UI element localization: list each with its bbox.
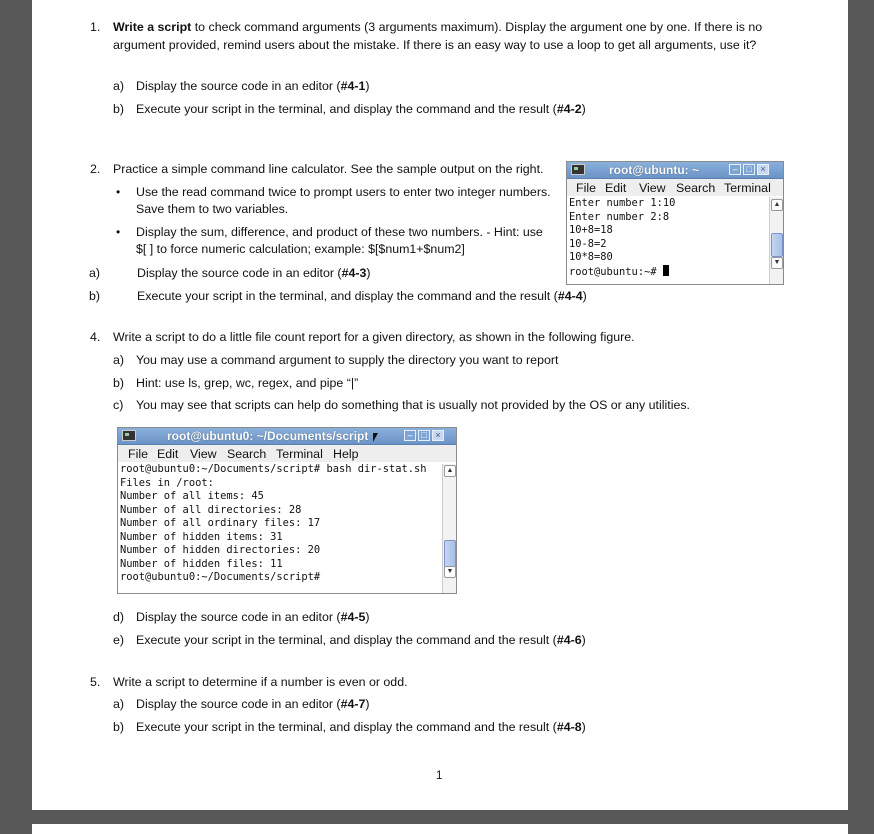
menu-search[interactable]: Search: [676, 181, 716, 195]
q4-item-a: a): [113, 353, 125, 367]
scroll-thumb[interactable]: [771, 233, 783, 257]
terminal-line: Number of hidden files: 11: [120, 557, 283, 570]
terminal-window-dir-stat: [117, 427, 457, 594]
terminal-menu-bar: [118, 445, 456, 462]
q4-item-b: b): [113, 376, 125, 390]
q4-item-e-text: Execute your script in the terminal, and display the command and the result (#4-6): [136, 633, 586, 647]
q2-text: Practice a simple command line calculator. See the sample output on the right.: [113, 162, 544, 176]
terminal-prompt-line: root@ubuntu:~#: [569, 265, 675, 280]
terminal-line: Enter number 1:10: [569, 197, 676, 209]
minimize-icon[interactable]: –: [404, 430, 416, 441]
scroll-up-icon[interactable]: ▲: [444, 465, 456, 477]
q4-item-b-text: Hint: use ls, grep, wc, regex, and pipe “|”: [136, 376, 359, 390]
terminal-output[interactable]: [120, 463, 427, 585]
scroll-down-icon[interactable]: ▼: [771, 257, 783, 269]
q1-item-a: a): [113, 79, 125, 93]
terminal-line: Number of hidden items: 31: [120, 530, 283, 543]
q5-item-a: a): [113, 697, 125, 711]
terminal-window-calculator: [566, 161, 784, 285]
terminal-line: Number of all directories: 28: [120, 503, 302, 516]
terminal-line: 10-8=2: [569, 237, 607, 250]
q5-text: Write a script to determine if a number is even or odd.: [113, 675, 408, 689]
terminal-title-bar[interactable]: [118, 428, 456, 445]
terminal-line: Files in /root:: [120, 476, 214, 489]
q2-bullet-1: •: [116, 185, 121, 199]
terminal-scrollbar[interactable]: [769, 197, 783, 284]
q5-item-a-text: Display the source code in an editor (#4-7): [136, 697, 370, 711]
q1-text-line1: Write a script to check command arguments (3 arguments maximum). Display the argument one by one. If there is no: [113, 20, 763, 34]
q5-item-b: b): [113, 720, 125, 734]
q1-item-b: b): [113, 102, 125, 116]
terminal-app-icon: [571, 164, 585, 175]
scroll-up-icon[interactable]: ▲: [771, 199, 783, 211]
terminal-line: Number of all ordinary files: 17: [120, 517, 321, 529]
menu-view[interactable]: View: [190, 447, 217, 461]
terminal-line: root@ubuntu0:~/Documents/script#: [120, 571, 321, 583]
q1-number: 1.: [90, 20, 101, 34]
menu-help[interactable]: Help: [333, 447, 359, 461]
q2-bullet-1-line2: Save them to two variables.: [136, 202, 289, 216]
menu-search[interactable]: Search: [227, 447, 267, 461]
terminal-line: 10+8=18: [569, 224, 613, 236]
document-page: [32, 0, 848, 810]
close-icon[interactable]: ×: [757, 164, 769, 175]
q2-item-a: a): [89, 266, 101, 280]
q4-text: Write a script to do a little file count report for a given directory, as shown in the following figure.: [113, 330, 635, 344]
q1-item-b-text: Execute your script in the terminal, and display the command and the result (#4-2): [136, 102, 586, 116]
menu-file[interactable]: File: [576, 181, 596, 195]
scroll-down-icon[interactable]: ▼: [444, 566, 456, 578]
page-number: 1: [436, 770, 443, 782]
next-page-edge: [32, 824, 848, 834]
terminal-line: root@ubuntu0:~/Documents/script# bash dir-stat.sh: [120, 463, 427, 475]
terminal-line: 10*8=80: [569, 251, 613, 263]
menu-file[interactable]: File: [128, 447, 148, 461]
q5-number: 5.: [90, 675, 101, 689]
q2-bullet-2-line2: $[ ] to force numeric calculation; example: $[$num1+$num2]: [136, 242, 465, 256]
q1-item-a-text: Display the source code in an editor (#4-1): [136, 79, 370, 93]
terminal-output[interactable]: [569, 197, 675, 279]
terminal-title: root@ubuntu: ~: [609, 163, 700, 177]
terminal-line: Enter number 2:8: [569, 210, 670, 223]
q4-item-a-text: You may use a command argument to supply the directory you want to report: [136, 353, 559, 367]
text-cursor: [663, 265, 669, 276]
q4-item-c-text: You may see that scripts can help do something that is usually not provided by the OS or any utilities.: [136, 398, 690, 412]
q2-number: 2.: [90, 162, 101, 176]
terminal-title-bar[interactable]: [567, 162, 783, 179]
menu-terminal[interactable]: Terminal: [276, 447, 323, 461]
q2-bullet-2-line1: Display the sum, difference, and product of these two numbers. - Hint: use: [136, 225, 543, 239]
terminal-scrollbar[interactable]: [442, 464, 456, 593]
minimize-icon[interactable]: –: [729, 164, 741, 175]
maximize-icon[interactable]: □: [743, 164, 755, 175]
menu-edit[interactable]: Edit: [605, 181, 627, 195]
q1-text-line2: argument provided, remind users about the mistake. If there is an easy way to use a loop to get all arguments, use it?: [113, 38, 757, 52]
q5-item-b-text: Execute your script in the terminal, and display the command and the result (#4-8): [136, 720, 586, 734]
q4-item-d: d): [113, 610, 125, 624]
close-icon[interactable]: ×: [432, 430, 444, 441]
q4-item-e: e): [113, 633, 125, 647]
q2-item-a-text: Display the source code in an editor (#4-3): [137, 266, 371, 280]
q4-item-c: c): [113, 398, 124, 412]
terminal-app-icon: [122, 430, 136, 441]
maximize-icon[interactable]: □: [418, 430, 430, 441]
q2-bullet-2: •: [116, 225, 121, 239]
menu-edit[interactable]: Edit: [157, 447, 179, 461]
menu-view[interactable]: View: [639, 181, 666, 195]
terminal-line: Number of hidden directories: 20: [120, 544, 321, 556]
mouse-pointer-icon: [373, 433, 383, 442]
q2-bullet-1-line1: Use the read command twice to prompt users to enter two integer numbers.: [136, 185, 551, 199]
menu-terminal[interactable]: Terminal: [724, 181, 771, 195]
q2-item-b-text: Execute your script in the terminal, and display the command and the result (#4-4): [137, 289, 587, 303]
q4-item-d-text: Display the source code in an editor (#4-5): [136, 610, 370, 624]
terminal-title: root@ubuntu0: ~/Documents/script: [167, 429, 369, 443]
q4-number: 4.: [90, 330, 101, 344]
terminal-line: Number of all items: 45: [120, 490, 264, 502]
q2-item-b: b): [89, 289, 101, 303]
terminal-menu-bar: [567, 179, 783, 196]
scroll-thumb[interactable]: [444, 540, 456, 568]
